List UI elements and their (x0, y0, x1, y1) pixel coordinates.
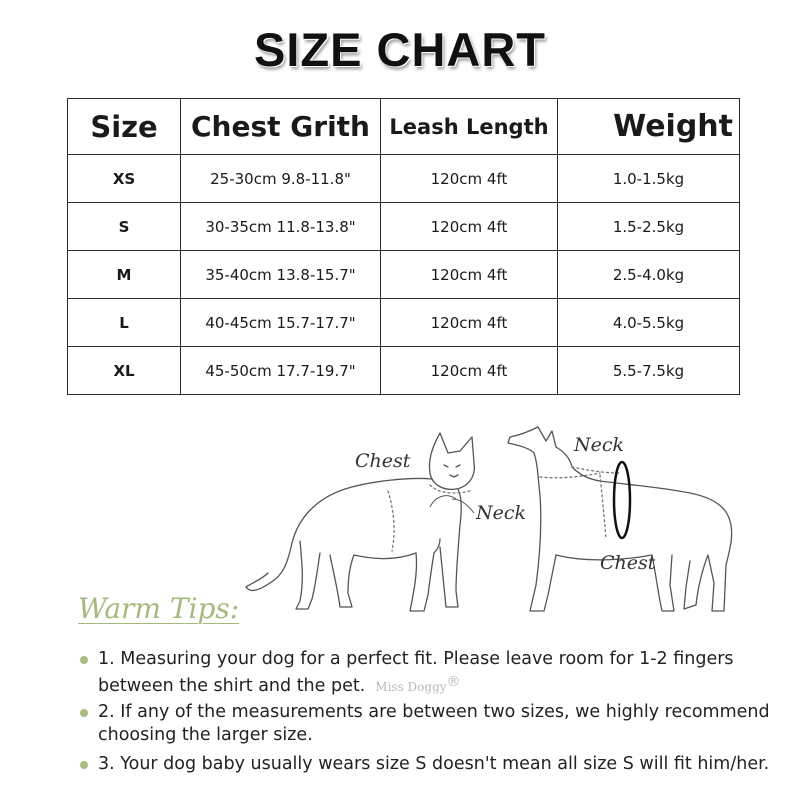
header-leash-length: Leash Length (381, 99, 558, 155)
cat-chest-label: Chest (355, 450, 411, 472)
chest-cell: 45-50cm 17.7-19.7" (181, 347, 381, 395)
dog-chest-label: Chest (600, 552, 656, 574)
dog-neck-label: Neck (574, 434, 625, 456)
size-cell: M (68, 251, 181, 299)
table-header-row (68, 99, 740, 155)
table-row (68, 203, 740, 251)
cat-neck-label: Neck (476, 502, 527, 524)
cat-neck-pointer (430, 496, 456, 507)
weight-cell: 5.5-7.5kg (558, 347, 740, 395)
header-weight: Weight (558, 99, 740, 155)
bullet-icon (80, 656, 88, 664)
tip-text: 2. If any of the measurements are between two sizes, we highly recommend choosing the larger size. (98, 702, 770, 745)
leash-cell: 120cm 4ft (381, 155, 558, 203)
weight-cell: 2.5-4.0kg (558, 251, 740, 299)
leash-cell: 120cm 4ft (381, 251, 558, 299)
leash-cell: 120cm 4ft (381, 347, 558, 395)
bullet-icon (80, 709, 88, 717)
size-cell: XS (68, 155, 181, 203)
page-title: SIZE CHART (254, 23, 546, 76)
table-row (68, 251, 740, 299)
watermark: Miss Doggy® (375, 674, 461, 694)
leash-cell: 120cm 4ft (381, 203, 558, 251)
size-chart-table (67, 98, 740, 395)
weight-cell: 1.5-2.5kg (558, 203, 740, 251)
header-size: Size (68, 99, 181, 155)
dog-chest-measure-ring (614, 462, 630, 538)
tip-text: 3. Your dog baby usually wears size S doesn't mean all size S will fit him/her. (98, 754, 770, 774)
weight-cell: 4.0-5.5kg (558, 299, 740, 347)
warm-tips-heading: Warm Tips: (78, 592, 240, 625)
size-cell: S (68, 203, 181, 251)
leash-cell: 120cm 4ft (381, 299, 558, 347)
chest-cell: 30-35cm 11.8-13.8" (181, 203, 381, 251)
table-row (68, 299, 740, 347)
size-cell: XL (68, 347, 181, 395)
table-row (68, 155, 740, 203)
chest-cell: 25-30cm 9.8-11.8" (181, 155, 381, 203)
chest-cell: 35-40cm 13.8-15.7" (181, 251, 381, 299)
registered-mark: ® (446, 674, 461, 690)
tip-text: 1. Measuring your dog for a perfect fit. Please leave room for 1-2 fingers between the shirt and the pet. (98, 649, 734, 696)
size-cell: L (68, 299, 181, 347)
bullet-icon (80, 761, 88, 769)
header-chest-girth: Chest Grith (181, 99, 381, 155)
table-row (68, 347, 740, 395)
weight-cell: 1.0-1.5kg (558, 155, 740, 203)
cat-neck-pointer-line (452, 499, 474, 513)
chest-cell: 40-45cm 15.7-17.7" (181, 299, 381, 347)
